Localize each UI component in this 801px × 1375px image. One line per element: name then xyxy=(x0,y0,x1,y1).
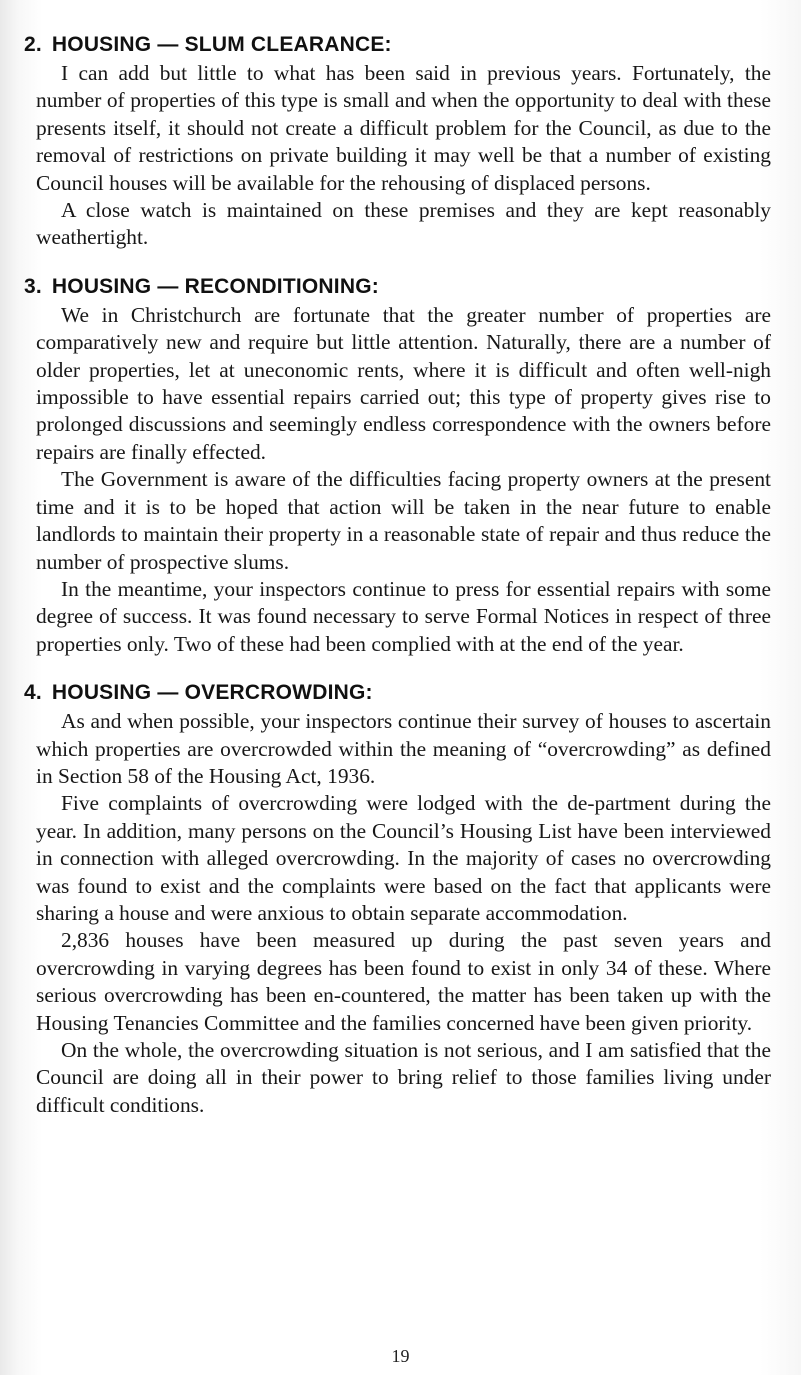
paragraph: 2,836 houses have been measured up during the past seven years and overcrowding in varying degrees has been found to exist in only 34 of these. Where serious overcrowding has been en-countered, the matter has been taken up with the Housing Tenancies Committee and the families concerned have been given priority. xyxy=(36,928,771,1035)
paragraph: As and when possible, your inspectors continue their survey of houses to ascertain which properties are overcrowded within the meaning of “overcrowding” as defined in Section 58 of the Housing Act, 1936. xyxy=(36,709,771,788)
page-number: 19 xyxy=(391,1346,410,1366)
section-reconditioning xyxy=(24,274,771,658)
section-heading xyxy=(24,32,771,58)
paragraph: A close watch is maintained on these premises and they are kept reasonably weathertight. xyxy=(36,198,771,250)
section-heading xyxy=(24,274,771,300)
section-title: HOUSING — RECONDITIONING: xyxy=(51,274,379,298)
section-heading xyxy=(24,680,771,706)
paragraph: Five complaints of overcrowding were lodged with the de-partment during the year. In addition, many persons on the Council’s Housing List have been interviewed in connection with alleged overcrowding. In the majority of cases no overcrowding was found to exist and the complaints were based on the fact that applicants were sharing a house and were anxious to obtain separate accommodation. xyxy=(36,791,771,925)
section-number: 4. xyxy=(24,681,42,705)
section-number: 3. xyxy=(24,274,42,298)
section-title: HOUSING — SLUM CLEARANCE: xyxy=(51,33,392,56)
paragraph: I can add but little to what has been said in previous years. Fortunately, the number of properties of this type is small and when the opportunity to deal with these presents itself, it should not create a difficult problem for the Council, as due to the removal of restrictions on private building it may well be that a number of existing Council houses will be available for the rehousing of displaced persons. xyxy=(36,61,771,195)
paragraph: We in Christchurch are fortunate that the greater number of properties are comparatively new and require but little attention. Naturally, there are a number of older properties, let at uneconomic rents, where it is difficult and often well-nigh impossible to have essential repairs carried out; this type of property gives rise to prolonged discussions and seemingly endless correspondence with the owners before repairs are finally effected. xyxy=(36,302,771,464)
paragraph: In the meantime, your inspectors continue to press for essential repairs with some degree of success. It was found necessary to serve Formal Notices in respect of three properties only. Two of these had been complied with at the end of the year. xyxy=(36,576,771,656)
paragraph: On the whole, the overcrowding situation is not serious, and I am satisfied that the Council are doing all in their power to bring relief to those families living under difficult conditions. xyxy=(36,1038,771,1117)
section-number: 2. xyxy=(24,33,42,56)
section-title: HOUSING — OVERCROWDING: xyxy=(51,681,373,705)
paragraph: The Government is aware of the difficulties facing property owners at the present time and it is to be hoped that action will be taken in the near future to enable landlords to maintain their property in a reasonable state of repair and thus reduce the number of prospective slums. xyxy=(36,467,771,574)
section-slum-clearance xyxy=(24,32,771,252)
section-overcrowding xyxy=(24,680,771,1119)
